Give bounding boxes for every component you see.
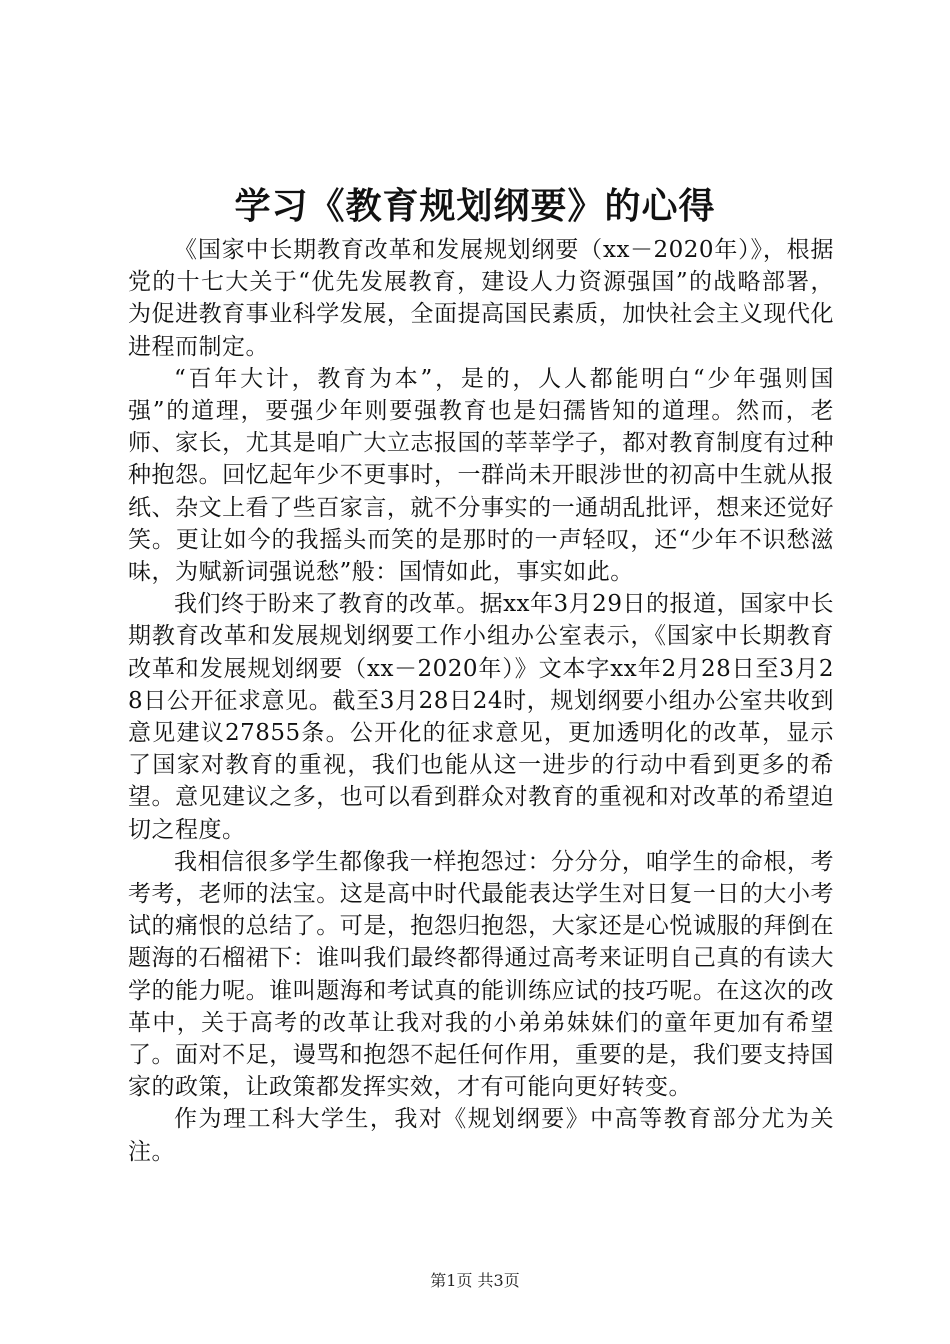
document-title: 学习《教育规划纲要》的心得 [234, 185, 716, 227]
paragraph-4: 我相信很多学生都像我一样抱怨过：分分分，咱学生的命根，考考考，老师的法宝。这是高中时代最能表达学生对日复一日的大小考试的痛恨的总结了。可是，抱怨归抱怨，大家还是心悦诚服的拜倒在题海的石榴裙下：谁叫我们最终都得通过高考来证明自己真的有读大学的能力呢。谁叫题海和考试真的能训练应试的技巧呢。在这次的改革中，关于高考的改革让我对我的小弟弟妹妹们的童年更加有希望了。面对不足，谩骂和抱怨不起任何作用，重要的是，我们要支持国家的政策，让政策都发挥实效，才有可能向更好转变。 [128, 848, 834, 1101]
paragraph-2: “百年大计，教育为本”，是的，人人都能明白“少年强则国强”的道理，要强少年则要强教育也是妇孺皆知的道理。然而，老师、家长，尤其是咱广大立志报国的莘莘学子，都对教育制度有过种种抱怨。回忆起年少不更事时，一群尚未开眼涉世的初高中生就从报纸、杂文上看了些百家言，就不分事实的一通胡乱批评，想来还觉好笑。更让如今的我摇头而笑的是那时的一声轻叹，还“少年不识愁滋味，为赋新词强说愁”般：国情如此，事实如此。 [128, 365, 834, 586]
page-number-footer: 第1页 共3页 [430, 1271, 520, 1290]
paragraph-5: 作为理工科大学生，我对《规划纲要》中高等教育部分尤为关注。 [128, 1106, 834, 1165]
paragraph-1: 《国家中长期教育改革和发展规划纲要（xx－2020年）》，根据党的十七大关于“优先发展教育，建设人力资源强国”的战略部署，为促进教育事业科学发展，全面提高国民素质，加快社会主义现代化进程而制定。 [128, 237, 834, 360]
paragraph-3: 我们终于盼来了教育的改革。据xx年3月29日的报道，国家中长期教育改革和发展规划纲要工作小组办公室表示，《国家中长期教育改革和发展规划纲要（xx－2020年）》文本字xx年2月28日至3月28日公开征求意见。截至3月28日24时，规划纲要小组办公室共收到意见建议27855条。公开化的征求意见，更加透明化的改革，显示了国家对教育的重视，我们也能从这一进步的行动中看到更多的希望。意见建议之多，也可以看到群众对教育的重视和对改革的希望迫切之程度。 [128, 591, 834, 843]
document-body [128, 234, 834, 1168]
